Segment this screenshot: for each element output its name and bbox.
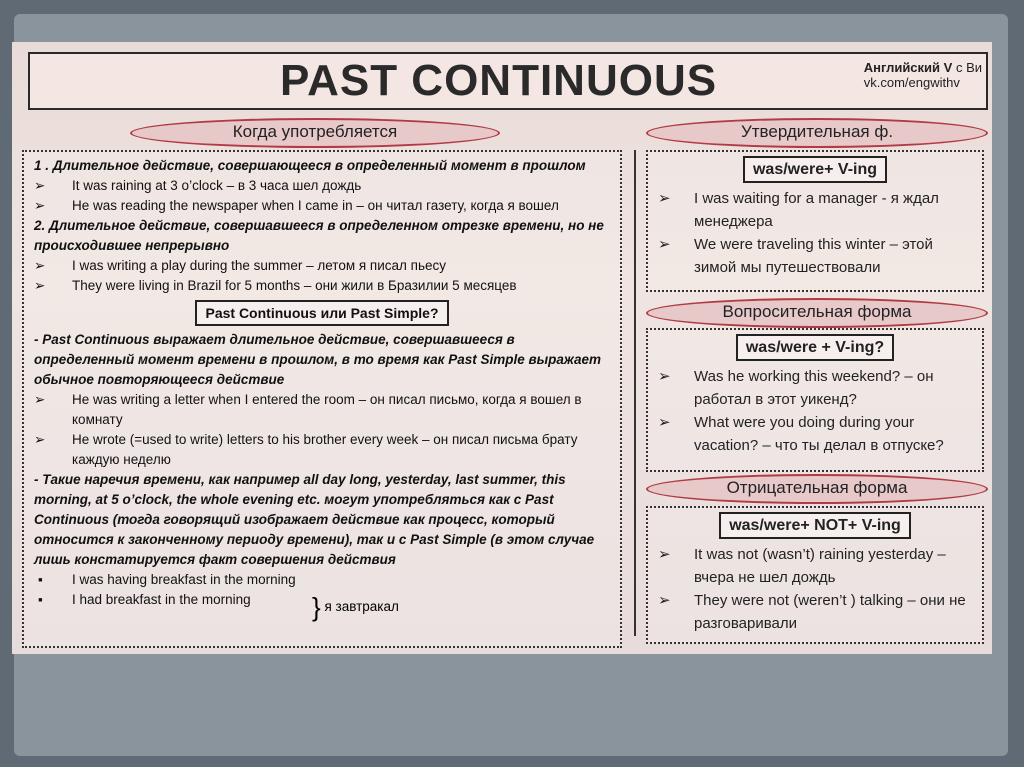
brand-line1b: с Ви [955, 60, 982, 75]
brace-label [312, 592, 399, 623]
affirmative-box [646, 150, 984, 292]
list-item: ➢ Was he working this weekend? – он работал в этот уикенд? [658, 365, 972, 411]
compare-header: Past Continuous или Past Simple? [195, 300, 448, 326]
usage-oval: Когда употребляется [130, 118, 500, 148]
list-item: ➢ I was writing a play during the summer – летом я писал пьесу [34, 256, 610, 276]
brace-icon: } [312, 592, 321, 622]
brace-text: я завтракал [324, 599, 399, 615]
list-item: ➢ He wrote (=used to write) letters to his brother every week – он писал письма брату каждую неделю [34, 430, 610, 470]
list-item: ➢ He was writing a letter when I entered the room – он писал письмо, когда я вошел в комнату [34, 390, 610, 430]
slide [12, 42, 992, 654]
list-item: ➢ I was waiting for a manager - я ждал менеджера [658, 187, 972, 233]
list-item: ➢ He was reading the newspaper when I came in – он читал газету, когда я вошел [34, 196, 610, 216]
page-title: PAST CONTINUOUS [280, 56, 718, 105]
usage-point-2: 2. Длительное действие, совершавшееся в определенном отрезке времени, но не происходившее непрерывно [34, 218, 604, 253]
list-item: ➢ It was raining at 3 o’clock – в 3 часа шел дождь [34, 176, 610, 196]
brand-url: vk.com/engwithv [863, 75, 960, 90]
compare-text: - Past Continuous выражает длительное действие, совершавшееся в определенный момент времени в прошлом, в то время как Past Simple выражает обычное повторяющееся действие [34, 332, 602, 387]
question-formula: was/were + V-ing? [736, 334, 894, 361]
negative-formula: was/were+ NOT+ V-ing [719, 512, 911, 539]
list-item: ➢ They were living in Brazil for 5 months – они жили в Бразилии 5 месяцев [34, 276, 610, 296]
brand-logo [864, 60, 982, 90]
adverbs-text: - Такие наречия времени, как например all day long, yesterday, last summer, this morning, at 5 o’clock, the whole evening etc. могут употребляться как с Past Continuous (тогда говорящий изображает действие как процесс, который относится к законченному периоду времени), так и с Past Simple (в этом случае лишь констатируется факт совершения действия [34, 472, 595, 567]
list-item: ➢ We were traveling this winter – этой зимой мы путешествовали [658, 233, 972, 279]
list-item: ➢ They were not (weren’t ) talking – они не разговаривали [658, 589, 972, 635]
usage-box [22, 150, 622, 648]
brand-line1: Английский [863, 60, 941, 75]
brand-logo-mark: V [943, 60, 953, 75]
list-item: ▪ I had breakfast in the morning [34, 590, 610, 610]
list-item: ➢ It was not (wasn’t) raining yesterday – вчера не шел дождь [658, 543, 972, 589]
negative-box [646, 506, 984, 644]
negative-oval: Отрицательная форма [646, 474, 988, 504]
list-item: ➢ What were you doing during your vacation? – что ты делал в отпуске? [658, 411, 972, 457]
title-bar [28, 52, 988, 110]
list-item: ▪ I was having breakfast in the morning [34, 570, 610, 590]
question-oval: Вопросительная форма [646, 298, 988, 328]
question-box [646, 328, 984, 472]
usage-point-1: 1 . Длительное действие, совершающееся в определенный момент в прошлом [34, 158, 586, 173]
affirmative-oval: Утвердительная ф. [646, 118, 988, 148]
column-divider [634, 150, 636, 636]
affirmative-formula: was/were+ V-ing [743, 156, 887, 183]
